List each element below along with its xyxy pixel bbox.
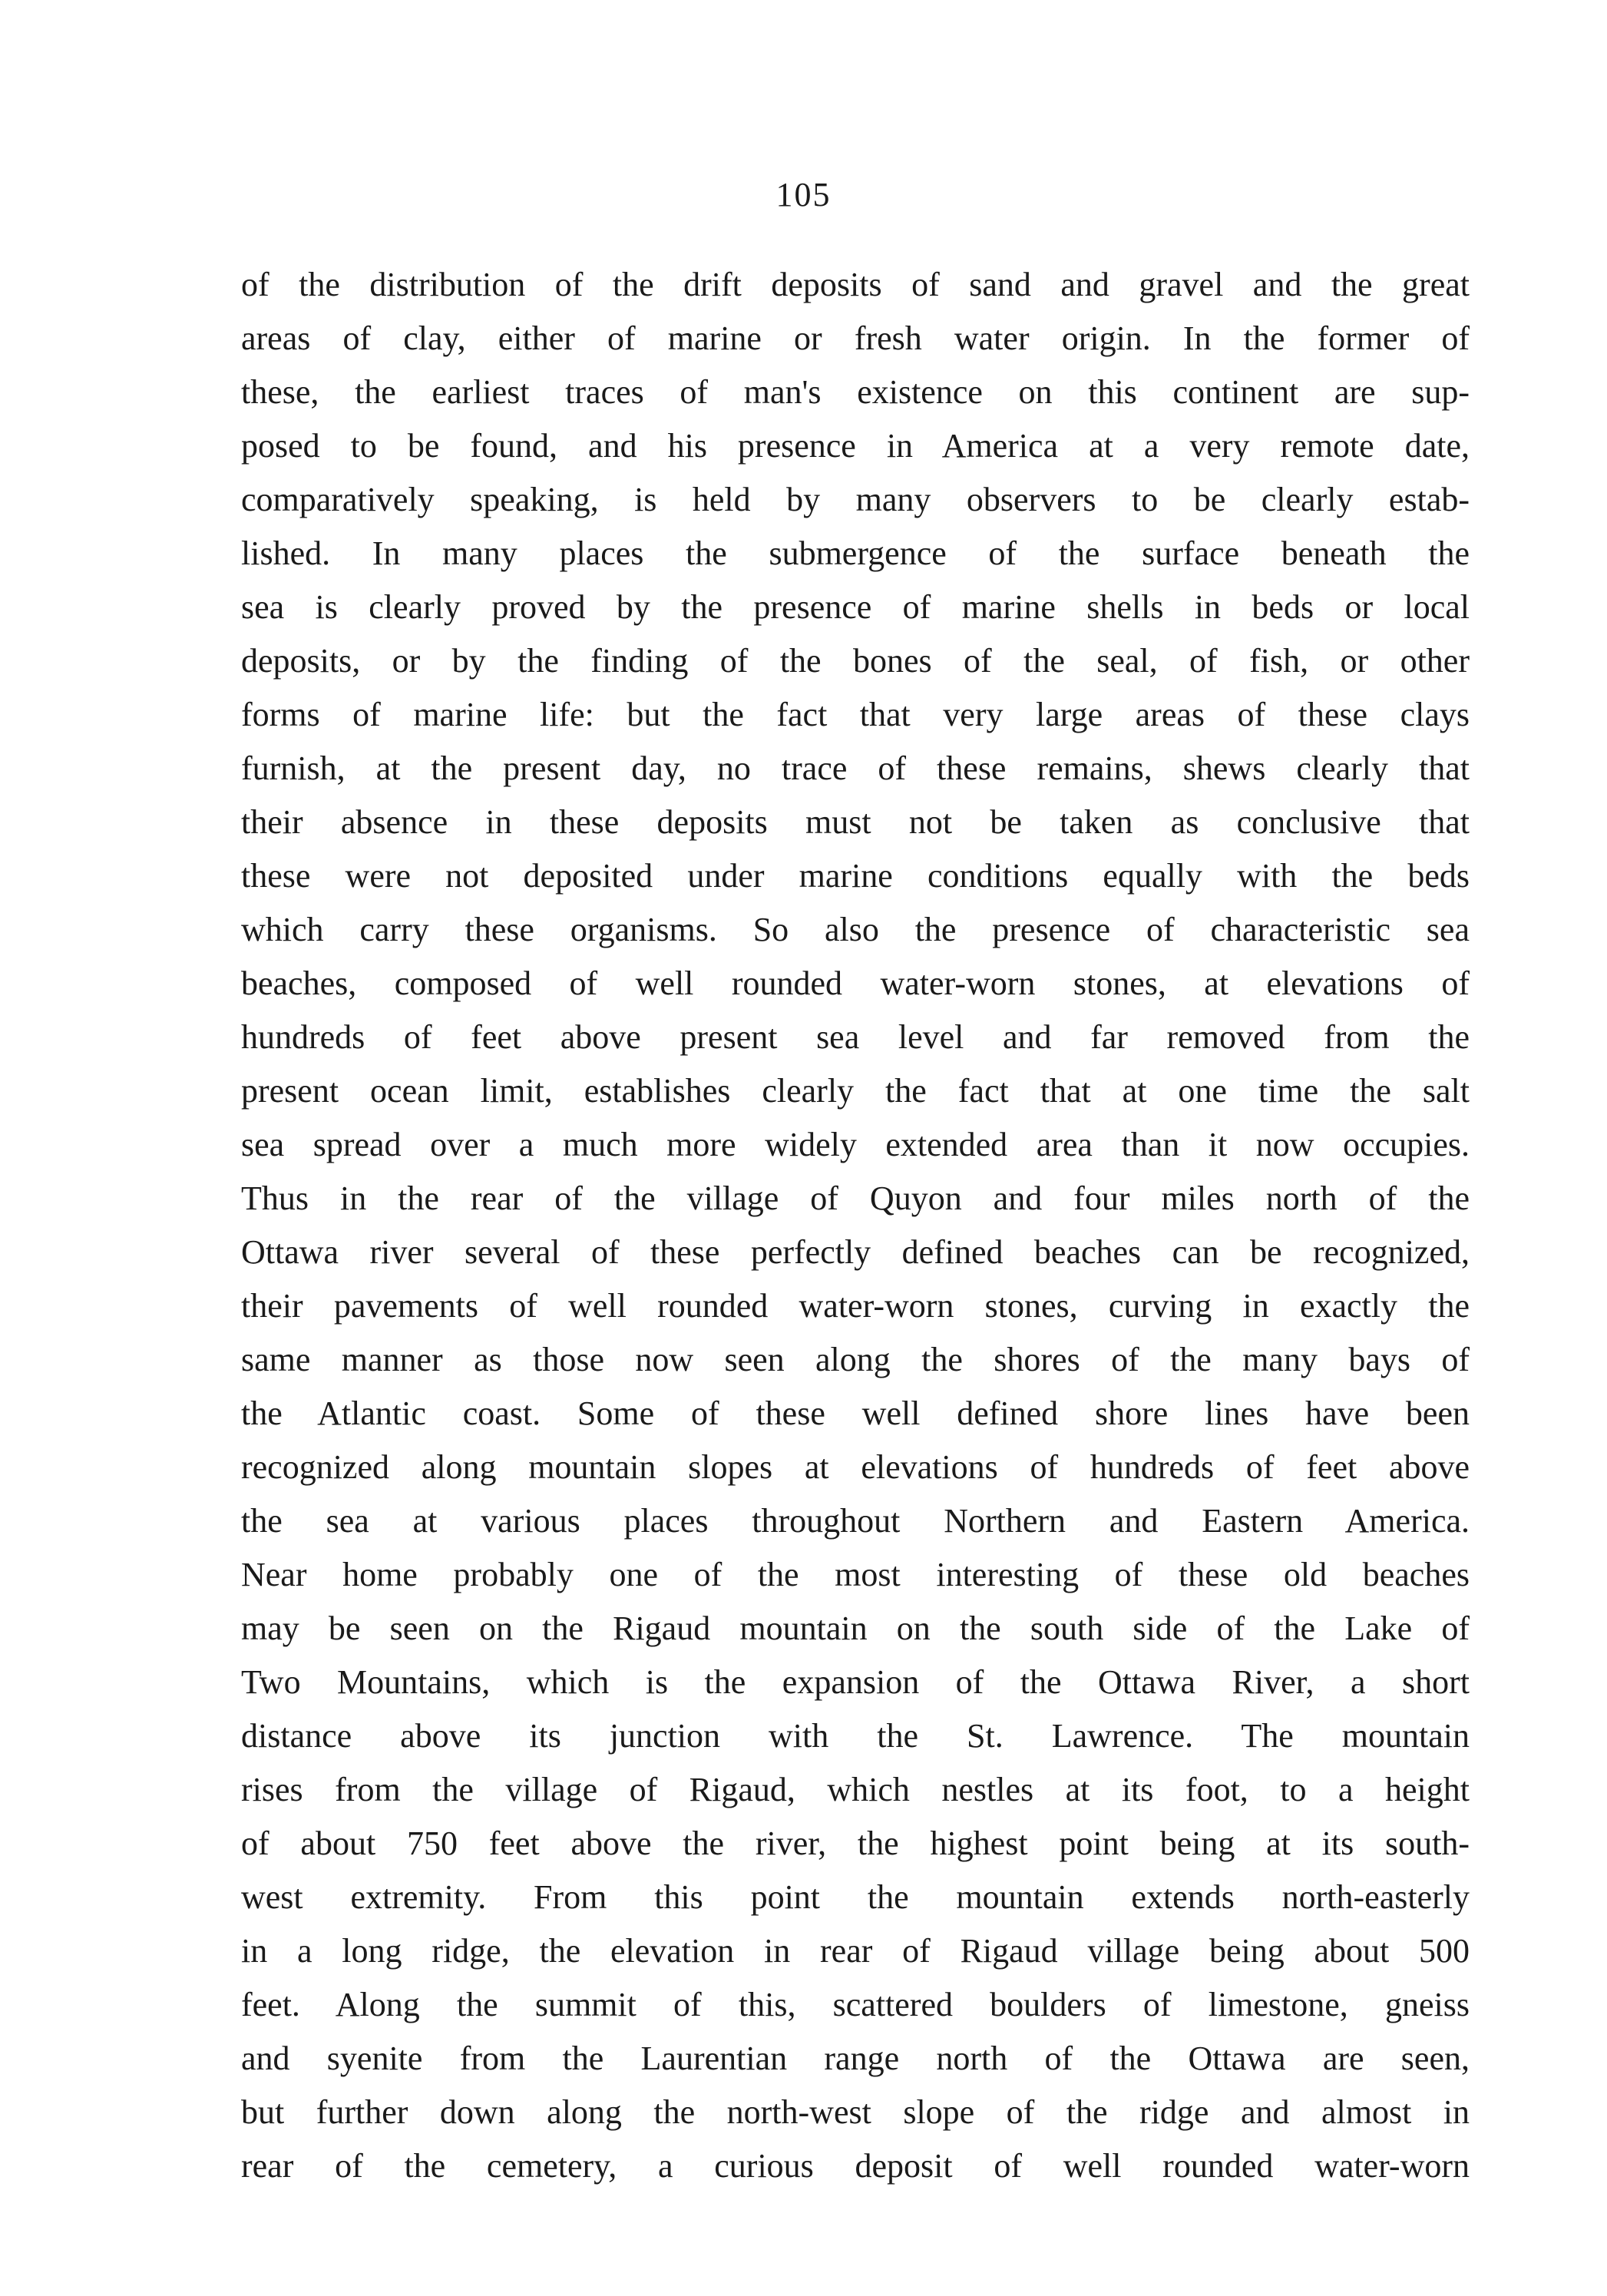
- text-line: distance above its junction with the St. Lawrence. The mountain: [241, 1717, 1470, 1755]
- text-line: may be seen on the Rigaud mountain on the south side of the Lake of: [241, 1610, 1470, 1647]
- text-line: Near home probably one of the most interesting of these old beaches: [241, 1556, 1470, 1593]
- text-line: sea is clearly proved by the presence of marine shells in beds or local: [241, 588, 1470, 626]
- text-line: present ocean limit, establishes clearly the fact that at one time the salt: [241, 1072, 1470, 1110]
- text-line: Two Mountains, which is the expansion of the Ottawa River, a short: [241, 1663, 1470, 1701]
- text-line: of about 750 feet above the river, the highest point being at its south-: [241, 1825, 1470, 1862]
- text-line: their pavements of well rounded water-worn stones, curving in exactly the: [241, 1287, 1470, 1325]
- text-line: but further down along the north-west slope of the ridge and almost in: [241, 2093, 1470, 2131]
- text-line: recognized along mountain slopes at elevations of hundreds of feet above: [241, 1448, 1470, 1486]
- text-line: rear of the cemetery, a curious deposit of well rounded water-worn: [241, 2147, 1470, 2185]
- text-line: the sea at various places throughout Northern and Eastern America.: [241, 1502, 1470, 1540]
- text-line: deposits, or by the finding of the bones of the seal, of fish, or other: [241, 642, 1470, 680]
- text-line: the Atlantic coast. Some of these well defined shore lines have been: [241, 1394, 1470, 1432]
- text-line: west extremity. From this point the mountain extends north-easterly: [241, 1878, 1470, 1916]
- text-line: comparatively speaking, is held by many observers to be clearly estab-: [241, 481, 1470, 518]
- text-line: these, the earliest traces of man's existence on this continent are sup-: [241, 373, 1470, 411]
- text-line: their absence in these deposits must not be taken as conclusive that: [241, 803, 1470, 841]
- text-line: Thus in the rear of the village of Quyon and four miles north of the: [241, 1179, 1470, 1217]
- text-line: and syenite from the Laurentian range north of the Ottawa are seen,: [241, 2040, 1470, 2077]
- text-line: areas of clay, either of marine or fresh water origin. In the former of: [241, 319, 1470, 357]
- page-number: 105: [775, 176, 832, 213]
- text-line: posed to be found, and his presence in America at a very remote date,: [241, 427, 1470, 465]
- text-line: furnish, at the present day, no trace of these remains, shews clearly that: [241, 749, 1470, 787]
- text-line: sea spread over a much more widely extended area than it now occupies.: [241, 1126, 1470, 1163]
- text-line: feet. Along the summit of this, scattered boulders of limestone, gneiss: [241, 1986, 1470, 2023]
- text-line: hundreds of feet above present sea level and far removed from the: [241, 1018, 1470, 1056]
- text-line: rises from the village of Rigaud, which nestles at its foot, to a height: [241, 1771, 1470, 1808]
- text-line: in a long ridge, the elevation in rear of Rigaud village being about 500: [241, 1932, 1470, 1970]
- body-text: [241, 258, 1470, 2193]
- text-line: beaches, composed of well rounded water-worn stones, at elevations of: [241, 964, 1470, 1002]
- text-line: lished. In many places the submergence of the surface beneath the: [241, 534, 1470, 572]
- text-line: Ottawa river several of these perfectly defined beaches can be recognized,: [241, 1233, 1470, 1271]
- text-line: these were not deposited under marine conditions equally with the beds: [241, 857, 1470, 895]
- text-line: of the distribution of the drift deposits of sand and gravel and the great: [241, 266, 1470, 303]
- text-line: same manner as those now seen along the shores of the many bays of: [241, 1341, 1470, 1378]
- text-line: forms of marine life: but the fact that very large areas of these clays: [241, 696, 1470, 733]
- text-line: which carry these organisms. So also the presence of characteristic sea: [241, 911, 1470, 948]
